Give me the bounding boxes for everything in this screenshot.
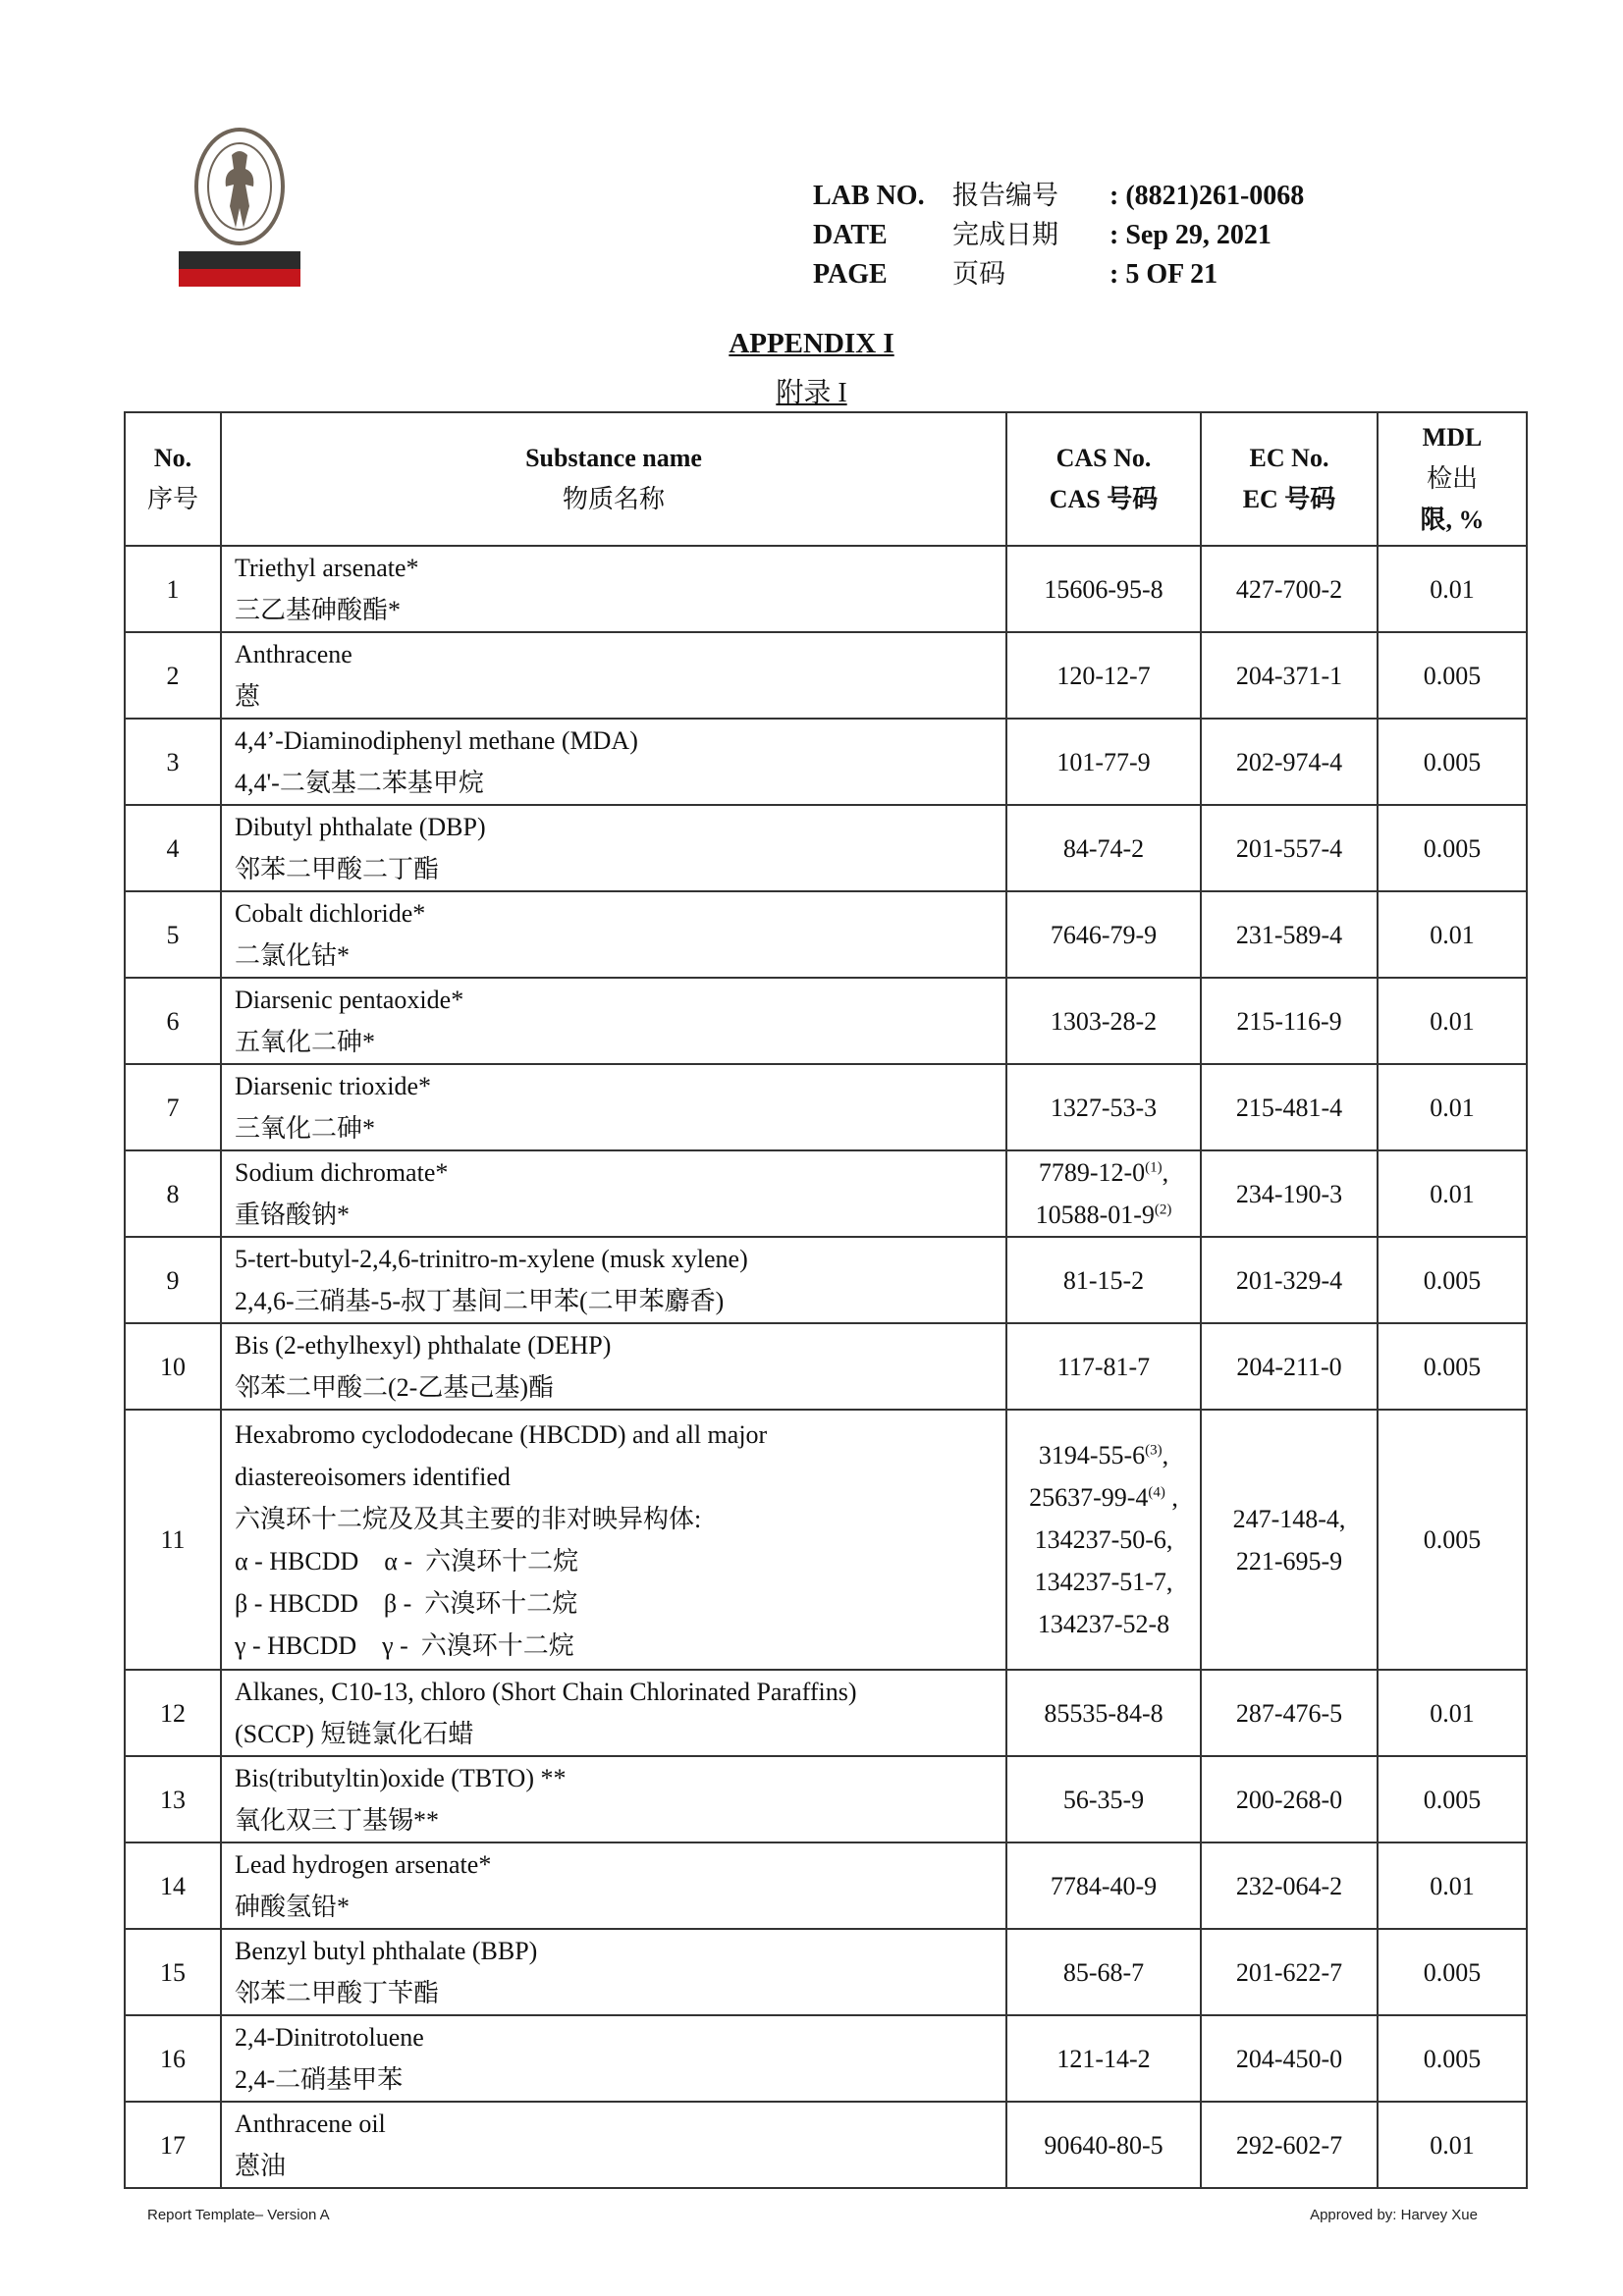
row-mdl: 0.01 <box>1378 1670 1527 1756</box>
row-ec: 215-481-4 <box>1201 1064 1378 1150</box>
lab-no-label-cn: 报告编号 <box>952 181 1058 211</box>
page-value: : 5 OF 21 <box>1109 259 1218 290</box>
row-ec: 427-700-2 <box>1201 546 1378 632</box>
row-ec <box>1201 1410 1378 1670</box>
row-name <box>221 1842 1006 1929</box>
substance-name-cn: 邻苯二甲酸二(2-乙基己基)酯 <box>235 1373 554 1402</box>
substance-name-cn: 2,4-二硝基甲苯 <box>235 2065 404 2094</box>
report-header <box>813 177 1363 294</box>
substance-name-cn: 蒽 <box>235 682 261 711</box>
row-cas <box>1006 1150 1201 1237</box>
substance-name: 5-tert-butyl-2,4,6-trinitro-m-xylene (musk xylene) <box>235 1245 748 1273</box>
row-ec: 202-974-4 <box>1201 719 1378 805</box>
substance-name: Lead hydrogen arsenate* <box>235 1850 492 1879</box>
row-cas: 120-12-7 <box>1006 632 1201 719</box>
row-name <box>221 632 1006 719</box>
table-row <box>125 632 1527 719</box>
row-no: 8 <box>125 1150 221 1237</box>
row-mdl: 0.005 <box>1378 1929 1527 2015</box>
substance-name-cn: 邻苯二甲酸二丁酯 <box>235 855 440 883</box>
substance-name-cn: 砷酸氢铅* <box>235 1893 351 1921</box>
col-mdl-label: MDL <box>1422 423 1483 452</box>
row-ec: 204-211-0 <box>1201 1323 1378 1410</box>
appendix-title: APPENDIX I <box>729 328 894 359</box>
col-no-label: No. <box>153 444 192 472</box>
row-name <box>221 1410 1006 1670</box>
row-no: 3 <box>125 719 221 805</box>
substance-name-line: γ - HBCDD γ - 六溴环十二烷 <box>235 1630 574 1660</box>
row-mdl: 0.005 <box>1378 805 1527 891</box>
date-row <box>813 216 1363 255</box>
substance-name-cn: 重铬酸钠* <box>235 1201 351 1229</box>
row-cas: 81-15-2 <box>1006 1237 1201 1323</box>
page-label-cn: 页码 <box>952 259 1005 290</box>
table-row <box>125 1323 1527 1410</box>
row-mdl: 0.005 <box>1378 719 1527 805</box>
substance-table <box>124 411 1528 2189</box>
row-no: 4 <box>125 805 221 891</box>
col-ec-label-cn: EC 号码 <box>1242 485 1336 513</box>
substance-name-cn: 4,4'-二氨基二苯基甲烷 <box>235 769 484 797</box>
substance-name: Alkanes, C10-13, chloro (Short Chain Chlorinated Paraffins) <box>235 1678 857 1706</box>
substance-name: Anthracene <box>235 640 352 668</box>
row-no: 15 <box>125 1929 221 2015</box>
substance-name-line: 六溴环十二烷及及其主要的非对映异构体: <box>235 1504 702 1533</box>
col-name-label-cn: 物质名称 <box>562 485 665 513</box>
row-cas: 84-74-2 <box>1006 805 1201 891</box>
row-no: 16 <box>125 2015 221 2102</box>
ec-number: 247-148-4, <box>1232 1504 1346 1533</box>
lab-no-row <box>813 177 1363 216</box>
table-row <box>125 546 1527 632</box>
substance-name: 4,4’-Diaminodiphenyl methane (MDA) <box>235 726 638 755</box>
row-name <box>221 805 1006 891</box>
substance-name: Dibutyl phthalate (DBP) <box>235 813 486 841</box>
col-no-label-cn: 序号 <box>146 485 198 513</box>
cas-number: 25637-99-4 <box>1029 1483 1149 1512</box>
table-row <box>125 1670 1527 1756</box>
cas-line: 3194-55-6$^{(3)}$, <box>1038 1441 1169 1469</box>
row-mdl: 0.005 <box>1378 632 1527 719</box>
row-mdl: 0.01 <box>1378 546 1527 632</box>
lab-no-label: LAB NO. <box>813 181 925 211</box>
table-header-row <box>125 412 1527 546</box>
row-ec: 287-476-5 <box>1201 1670 1378 1756</box>
table-row <box>125 1929 1527 2015</box>
row-cas <box>1006 1410 1201 1670</box>
row-cas: 7784-40-9 <box>1006 1842 1201 1929</box>
substance-name: Triethyl arsenate* <box>235 554 419 582</box>
row-ec: 204-450-0 <box>1201 2015 1378 2102</box>
row-cas: 90640-80-5 <box>1006 2102 1201 2188</box>
row-name <box>221 2015 1006 2102</box>
col-name-label: Substance name <box>525 444 702 472</box>
substance-name-line: α - HBCDD α - 六溴环十二烷 <box>235 1546 579 1575</box>
row-mdl: 0.005 <box>1378 1237 1527 1323</box>
substance-name-cn: 三乙基砷酸酯* <box>235 596 402 624</box>
substance-name-cn: 二氯化钴* <box>235 941 351 970</box>
row-ec: 204-371-1 <box>1201 632 1378 719</box>
table-row <box>125 1842 1527 1929</box>
row-mdl: 0.005 <box>1378 1756 1527 1842</box>
row-mdl: 0.01 <box>1378 2102 1527 2188</box>
row-name <box>221 1670 1006 1756</box>
row-name <box>221 978 1006 1064</box>
row-name <box>221 2102 1006 2188</box>
substance-name: Bis(tributyltin)oxide (TBTO) ** <box>235 1764 567 1792</box>
substance-name-cn: 邻苯二甲酸丁苄酯 <box>235 1979 440 2007</box>
row-cas: 117-81-7 <box>1006 1323 1201 1410</box>
row-mdl: 0.005 <box>1378 1410 1527 1670</box>
col-cas-header <box>1006 412 1201 546</box>
row-ec: 232-064-2 <box>1201 1842 1378 1929</box>
col-mdl-header <box>1378 412 1527 546</box>
col-cas-label-cn: CAS 号码 <box>1049 485 1159 513</box>
row-cas: 7646-79-9 <box>1006 891 1201 978</box>
page-label: PAGE <box>813 259 888 290</box>
col-ec-header <box>1201 412 1378 546</box>
row-cas: 1303-28-2 <box>1006 978 1201 1064</box>
row-no: 9 <box>125 1237 221 1323</box>
row-cas: 1327-53-3 <box>1006 1064 1201 1150</box>
substance-name-cn: 五氧化二砷* <box>235 1028 376 1056</box>
col-ec-label: EC No. <box>1249 444 1329 472</box>
row-no: 2 <box>125 632 221 719</box>
date-label-cn: 完成日期 <box>952 220 1058 250</box>
row-name <box>221 719 1006 805</box>
table-row <box>125 1064 1527 1150</box>
substance-name: Diarsenic trioxide* <box>235 1072 431 1100</box>
substance-name-cn: 2,4,6-三硝基-5-叔丁基间二甲苯(二甲苯麝香) <box>235 1287 725 1315</box>
row-ec: 200-268-0 <box>1201 1756 1378 1842</box>
row-mdl: 0.005 <box>1378 1323 1527 1410</box>
substance-name: Cobalt dichloride* <box>235 899 426 928</box>
row-no: 5 <box>125 891 221 978</box>
cas-number: 134237-51-7, <box>1034 1568 1173 1596</box>
row-mdl: 0.005 <box>1378 2015 1527 2102</box>
substance-name: Anthracene oil <box>235 2109 386 2138</box>
row-ec: 292-602-7 <box>1201 2102 1378 2188</box>
col-mdl-label-cn2: 限, % <box>1420 506 1485 534</box>
cas-line: 7789-12-0$^{(1)}$, <box>1038 1158 1169 1187</box>
cas-line <box>1007 1194 1200 1236</box>
row-ec: 231-589-4 <box>1201 891 1378 978</box>
substance-name-line: Hexabromo cyclododecane (HBCDD) and all major <box>235 1419 768 1449</box>
substance-name: Benzyl butyl phthalate (BBP) <box>235 1937 538 1965</box>
row-ec: 234-190-3 <box>1201 1150 1378 1237</box>
row-no: 12 <box>125 1670 221 1756</box>
row-no: 11 <box>125 1410 221 1670</box>
substance-name: Diarsenic pentaoxide* <box>235 986 464 1014</box>
ec-number: 221-695-9 <box>1235 1546 1343 1575</box>
row-ec: 201-557-4 <box>1201 805 1378 891</box>
row-no: 6 <box>125 978 221 1064</box>
row-no: 10 <box>125 1323 221 1410</box>
cas-footnote-ref: (4) <box>1148 1484 1165 1501</box>
row-mdl: 0.01 <box>1378 1842 1527 1929</box>
row-name <box>221 1929 1006 2015</box>
cas-line: 25637-99-4$^{(4)}$ , <box>1029 1483 1178 1512</box>
appendix-title-cn: 附录 I <box>776 378 847 408</box>
bureau-veritas-logo <box>175 126 304 289</box>
row-mdl: 0.01 <box>1378 1064 1527 1150</box>
row-no: 13 <box>125 1756 221 1842</box>
cas-number: 3194-55-6 <box>1038 1441 1146 1469</box>
row-cas: 15606-95-8 <box>1006 546 1201 632</box>
row-ec: 201-329-4 <box>1201 1237 1378 1323</box>
row-mdl: 0.01 <box>1378 1150 1527 1237</box>
row-cas: 85-68-7 <box>1006 1929 1201 2015</box>
col-mdl-label-cn1: 检出 <box>1426 464 1478 493</box>
row-ec: 201-622-7 <box>1201 1929 1378 2015</box>
row-mdl: 0.01 <box>1378 978 1527 1064</box>
substance-name-line: β - HBCDD β - 六溴环十二烷 <box>235 1588 578 1618</box>
row-name <box>221 1237 1006 1323</box>
table-row <box>125 1150 1527 1237</box>
row-name <box>221 546 1006 632</box>
row-cas: 101-77-9 <box>1006 719 1201 805</box>
row-no: 17 <box>125 2102 221 2188</box>
substance-name: Sodium dichromate* <box>235 1158 449 1187</box>
table-row <box>125 2102 1527 2188</box>
cas-number: 10588-01-9 <box>1035 1201 1155 1229</box>
cas-number: 134237-52-8 <box>1037 1610 1170 1638</box>
substance-name-cn: 蒽油 <box>235 2152 287 2180</box>
lab-no-value: : (8821)261-0068 <box>1109 181 1305 211</box>
substance-name: Bis (2-ethylhexyl) phthalate (DEHP) <box>235 1331 612 1360</box>
cas-footnote-ref: (2) <box>1154 1201 1172 1218</box>
substance-name: 2,4-Dinitrotoluene <box>235 2023 424 2052</box>
table-row <box>125 1410 1527 1670</box>
row-name <box>221 1150 1006 1237</box>
footer-template-version: Report Template– Version A <box>147 2207 330 2223</box>
row-no: 14 <box>125 1842 221 1929</box>
table-row <box>125 805 1527 891</box>
table-row <box>125 978 1527 1064</box>
table-row <box>125 1237 1527 1323</box>
row-name <box>221 1323 1006 1410</box>
cas-footnote-ref: (3) <box>1145 1442 1163 1459</box>
row-name <box>221 1756 1006 1842</box>
substance-name-cn: 氧化双三丁基锡** <box>235 1806 440 1835</box>
footer-approved-by: Approved by: Harvey Xue <box>1310 2207 1478 2223</box>
row-mdl: 0.01 <box>1378 891 1527 978</box>
date-value: : Sep 29, 2021 <box>1109 220 1271 250</box>
cas-footnote-ref: (1) <box>1145 1159 1163 1176</box>
substance-name-cn: 三氧化二砷* <box>235 1114 376 1143</box>
table-row <box>125 719 1527 805</box>
row-cas: 121-14-2 <box>1006 2015 1201 2102</box>
substance-name-line: diastereoisomers identified <box>235 1462 511 1491</box>
page-row <box>813 255 1363 294</box>
row-no: 7 <box>125 1064 221 1150</box>
row-name <box>221 891 1006 978</box>
date-label: DATE <box>813 220 888 250</box>
cas-number: 134237-50-6, <box>1034 1525 1173 1554</box>
row-no: 1 <box>125 546 221 632</box>
table-row <box>125 891 1527 978</box>
row-cas: 56-35-9 <box>1006 1756 1201 1842</box>
row-ec: 215-116-9 <box>1201 978 1378 1064</box>
row-cas: 85535-84-8 <box>1006 1670 1201 1756</box>
row-name <box>221 1064 1006 1150</box>
col-no-header <box>125 412 221 546</box>
substance-name-cn: (SCCP) 短链氯化石蜡 <box>235 1720 474 1748</box>
cas-number: 7789-12-0 <box>1038 1158 1146 1187</box>
table-row <box>125 2015 1527 2102</box>
col-cas-label: CAS No. <box>1055 444 1152 472</box>
table-row <box>125 1756 1527 1842</box>
col-name-header <box>221 412 1006 546</box>
